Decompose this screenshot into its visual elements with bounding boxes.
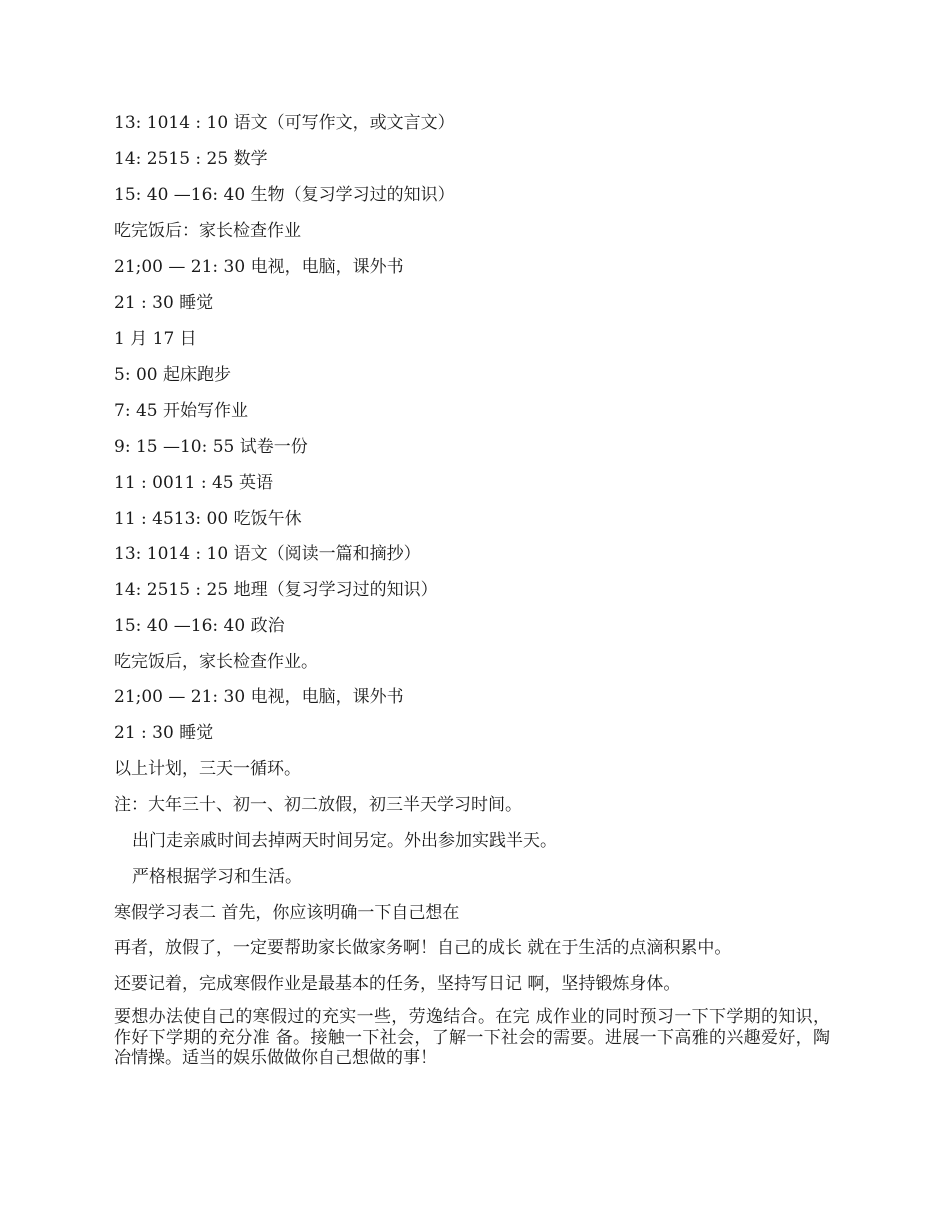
schedule-line: 13: 1014 : 10 语文（可写作文，或文言文） — [114, 113, 455, 133]
schedule-line: 11 : 0011 : 45 英语 — [114, 473, 274, 493]
schedule-line: 5: 00 起床跑步 — [114, 365, 231, 385]
note-line: 出门走亲戚时间去掉两天时间另定。外出参加实践半天。 — [132, 831, 557, 851]
schedule-line: 14: 2515 : 25 数学 — [114, 149, 268, 169]
summary-line: 以上计划，三天一循环。 — [114, 759, 301, 779]
schedule-line: 7: 45 开始写作业 — [114, 401, 248, 421]
paragraph: 还要记着，完成寒假作业是最基本的任务，坚持写日记 啊，坚持锻炼身体。 — [114, 974, 681, 994]
schedule-line: 21 : 30 睡觉 — [114, 293, 214, 313]
schedule-line: 吃完饭后，家长检查作业。 — [114, 652, 318, 672]
schedule-line: 21;00 — 21: 30 电视，电脑，课外书 — [114, 257, 404, 277]
schedule-line: 21 : 30 睡觉 — [114, 723, 214, 743]
schedule-line: 21;00 — 21: 30 电视，电脑，课外书 — [114, 687, 404, 707]
schedule-line: 11 : 4513: 00 吃饭午休 — [114, 509, 302, 529]
schedule-line: 15: 40 —16: 40 生物（复习学习过的知识） — [114, 185, 455, 205]
paragraph: 要想办法使自己的寒假过的充实一些，劳逸结合。在完 成作业的同时预习一下下学期的知识，作好下学期的充分准 备。接触一下社会，了解一下社会的需要。进展一下高雅的兴趣爱好，陶冶情操。适当的娱乐做做你自己想做的事！ — [114, 1007, 830, 1068]
schedule-line: 13: 1014 : 10 语文（阅读一篇和摘抄） — [114, 544, 421, 564]
schedule-line: 吃完饭后：家长检查作业 — [114, 221, 301, 241]
section-heading: 寒假学习表二 首先，你应该明确一下自己想在 — [114, 903, 460, 923]
note-line: 注：大年三十、初一、初二放假，初三半天学习时间。 — [114, 795, 522, 815]
note-line: 严格根据学习和生活。 — [132, 867, 302, 887]
paragraph: 再者，放假了，一定要帮助家长做家务啊！自己的成长 就在于生活的点滴积累中。 — [114, 938, 732, 958]
schedule-line: 9: 15 —10: 55 试卷一份 — [114, 437, 308, 457]
schedule-line: 14: 2515 : 25 地理（复习学习过的知识） — [114, 580, 438, 600]
schedule-line: 15: 40 —16: 40 政治 — [114, 616, 285, 636]
date-heading: 1 月 17 日 — [114, 329, 197, 349]
